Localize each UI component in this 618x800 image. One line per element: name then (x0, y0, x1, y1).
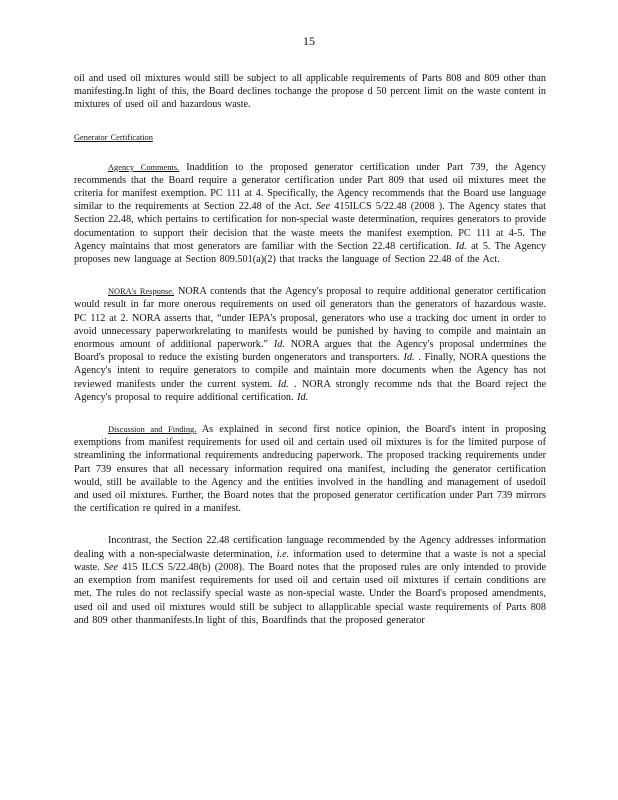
paragraph-discussion (74, 423, 546, 515)
last-ie: i.e. (276, 548, 290, 560)
paragraph-continuation: oil and used oil mixtures would still be subject to all applicable requirements of Parts 808 and 809 other than manifesting.In light of this, the Board declines tochange the propose d 50 percent limit on the waste content in mixtures of used oil and hazardous waste. (74, 73, 546, 111)
last-see: See (103, 561, 119, 573)
agency-text-2: 415ILCS 5/22.48 (2008 ). The Agency states that Section 22.48, which pertains to certification for non-special waste determination, requires generators to provide documentation to support their decision that the waste meets the manifest exemption. PC 111 at 4-5. The Agency maintains that most generators are familiar with the Section 22.48 certification. (74, 201, 546, 252)
paragraph-agency-comments (74, 161, 546, 267)
last-text-1: Incontrast, the Section 22.48 certification language recommended by the Agency addresses information dealing with a non-specialwaste determination, (74, 535, 546, 560)
last-text-3: 415 ILCS 5/22.48(b) (2008). The Board notes that the proposed rules are only intended to provide an exemption from manifest requirements for used oil and certain used oil mixtures if certain conditions are met. The rules do not reclassify special waste as non-special waste. Under the Board's proposed amendments, used oil and used oil mixtures would still be subject to allapplicable special waste requirements of Parts 808 and 809 other thanmanifests.In light of this, Boardfinds that the proposed generator (74, 561, 546, 626)
section-heading (74, 132, 546, 143)
nora-text-3: . Finally, NORA questions the Agency's intent to require generators to compile and maintain more documents when the Agency has not reviewed manifests under the current system. (74, 352, 546, 390)
discussion-text: As explained in second first notice opinion, the Board's intent in proposing exemptions from manifest requirements for used oil and certain used oil mixtures is for the limited purpose of streamlining the informational requirements andreducing paperwork. The proposed tracking requirements under Part 739 ensures that all necessary information required ona manifest, including the generator certification would, still be available to the Agency and the entities involved in the handling and management of usedoil and used oil mixtures. Further, the Board notes that the proposed generator certification under Part 739 mirrors the certification re quired in a manifest. (74, 424, 546, 515)
agency-comments-label: Agency Comments. (108, 162, 180, 172)
section-heading-text: Generator Certification (74, 132, 153, 142)
nora-id-2: Id. (403, 352, 415, 364)
nora-text-2: NORA argues that the Agency's proposal undermines the Board's proposal to reduce the existing burden ongenerators and transporters. (74, 339, 546, 364)
agency-text-1: Inaddition to the proposed generator certification under Part 739, the Agency recommends that the Board require a generator certification under Part 809 that used oil mixtures meet the criteria for manifest exemption. PC 111 at 4. Specifically, the Agency recommends that the Board use language similar to the requirements at Section 22.48 of the Act. (74, 161, 546, 213)
document-body (74, 72, 546, 627)
nora-id-4: Id. (297, 391, 309, 403)
agency-id: Id. (455, 240, 467, 252)
last-text-2: information used to determine that a waste is not a special waste. (74, 548, 546, 573)
nora-text-1: NORA contends that the Agency's proposal to require additional generator certification would result in far more onerous requirements on used oil generators than the generators of hazardous waste. PC 112 at 2. NORA asserts that, “under IEPA's proposal, generators who use a tracking doc ument in order to avoid unnecessary paperworkrelating to manifests would be punished by having to compile and maintain an enormous amount of additional paperwork.” (74, 286, 546, 351)
nora-response-label: NORA's Response. (108, 287, 175, 297)
nora-text-4: . NORA strongly recomme nds that the Board reject the Agency's proposal to require additional certification. (74, 378, 546, 403)
agency-see: See (315, 201, 331, 213)
nora-id-3: Id. (277, 378, 289, 390)
discussion-label: Discussion and Finding. (108, 425, 197, 435)
paragraph-nora-response (74, 285, 546, 404)
page-number: 15 (303, 34, 315, 48)
nora-id-1: Id. (273, 339, 285, 351)
agency-text-3: at 5. The Agency proposes new language at Section 809.501(a)(2) that tracks the language of Section 22.48 of the Act. (74, 240, 546, 266)
paragraph-in-contrast (74, 534, 546, 626)
